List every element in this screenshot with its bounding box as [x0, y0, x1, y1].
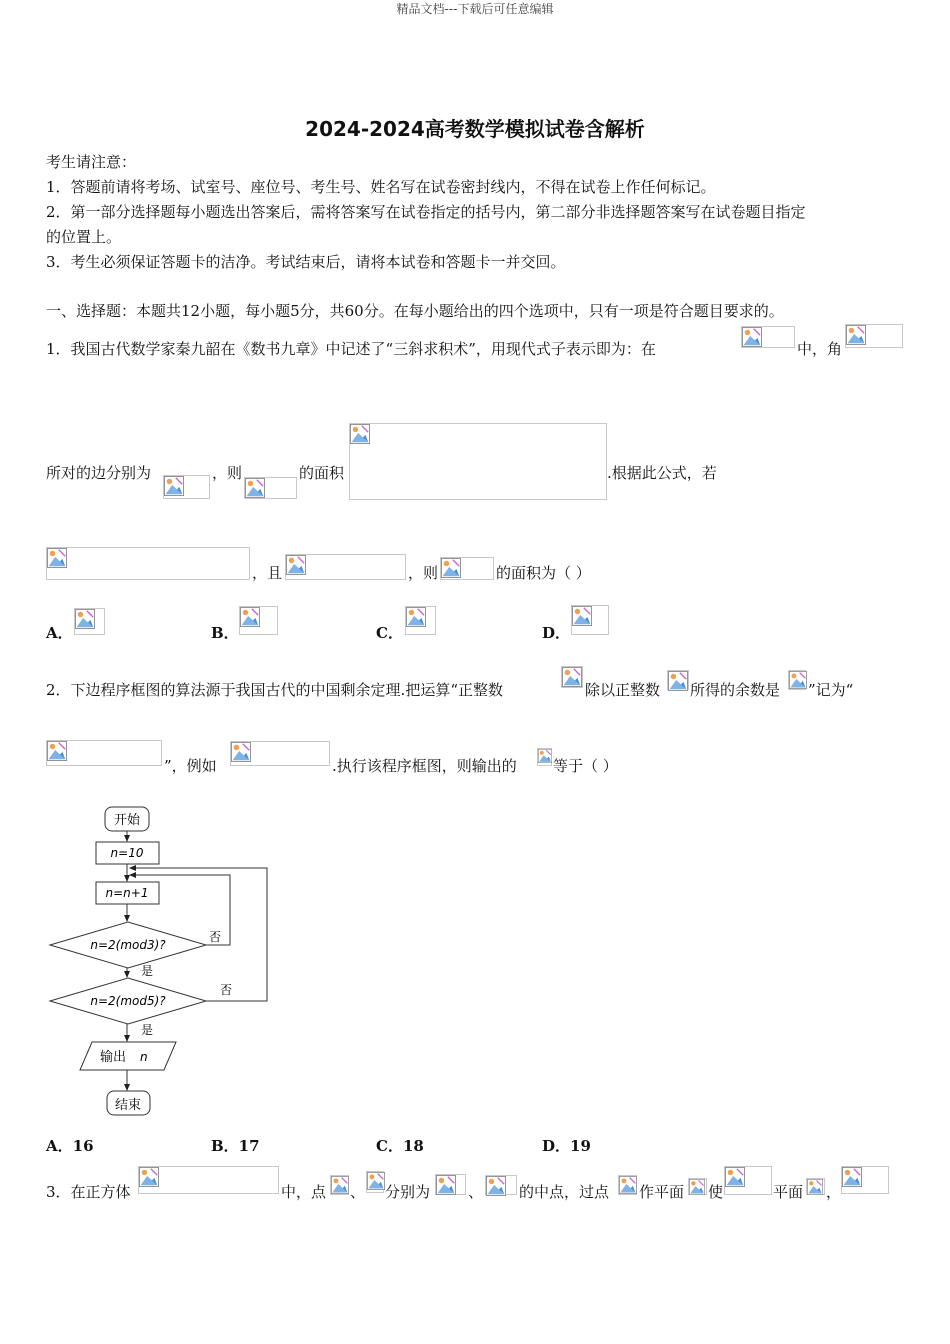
formula-image [46, 740, 162, 766]
q1-text-7: ，且 [252, 564, 283, 582]
output-label: 输出 [100, 1050, 127, 1065]
page-header: 精品文档---下载后可任意编辑 [396, 2, 554, 16]
broken-image-icon [406, 607, 426, 627]
option-image [239, 606, 278, 635]
q2-option-a: A．16 [46, 1137, 94, 1155]
q2-option-b: B．17 [211, 1137, 260, 1155]
q1-option-c: C． [376, 624, 403, 642]
section-heading: 一、选择题：本题共12小题，每小题5分，共60分。在每小题给出的四个选项中，只有一项是符合题目要求的。 [46, 302, 784, 320]
broken-image-icon [245, 478, 265, 498]
q2-text-4: ”记为“ [808, 681, 854, 699]
q1-option-b: B． [211, 624, 239, 642]
broken-image-icon [286, 555, 306, 575]
q1-text-2: 中，角 [797, 340, 843, 358]
formula-image [561, 666, 583, 688]
notice-item-3: 3．考生必须保证答题卡的洁净。考试结束后，请将本试卷和答题卡一并交回。 [46, 253, 566, 271]
end-label: 结束 [114, 1098, 142, 1113]
formula-image [366, 1171, 384, 1193]
q3-text-2: 中，点 [281, 1183, 327, 1201]
broken-image-icon [538, 749, 552, 763]
formula-image [741, 326, 795, 348]
q3-text-3: 、 [350, 1183, 366, 1201]
broken-image-icon [807, 1179, 823, 1195]
formula-image [435, 1174, 466, 1195]
q3-text-1: 3．在正方体 [46, 1183, 131, 1201]
broken-image-icon [139, 1167, 159, 1187]
notice-item-1: 1．答题前请将考场、试室号、座位号、考生号、姓名写在试卷密封线内，不得在试卷上作任何标记。 [46, 178, 716, 196]
no-label-2: 否 [220, 983, 233, 997]
q3-text-9: 平面 [773, 1183, 804, 1201]
yes-label-1: 是 [141, 964, 154, 978]
formula-image [163, 475, 210, 499]
output-box [80, 1042, 176, 1070]
broken-image-icon [47, 741, 67, 761]
option-image [571, 605, 609, 635]
option-image [405, 606, 436, 635]
formula-image [440, 557, 494, 580]
formula-image [841, 1166, 889, 1194]
broken-image-icon [441, 558, 461, 578]
broken-image-icon [436, 1175, 456, 1195]
broken-image-icon [789, 671, 807, 689]
program-flowchart [40, 800, 280, 1122]
q1-text-9: 的面积为（ ） [496, 564, 591, 582]
q1-text-5: 的面积 [299, 464, 345, 482]
broken-image-icon [350, 424, 370, 444]
area-formula-image [349, 423, 607, 500]
q1-text-3: 所对的边分别为 [46, 464, 152, 482]
q2-option-d: D．19 [542, 1137, 591, 1155]
broken-image-icon [164, 476, 184, 496]
q2-option-c: C．18 [376, 1137, 424, 1155]
condition-mod3-label: n=2(mod3)? [90, 938, 166, 952]
broken-image-icon [668, 671, 688, 691]
q1-text-6: .根据此公式，若 [607, 464, 717, 482]
q1-text-4: ，则 [212, 464, 243, 482]
formula-image [230, 741, 330, 766]
broken-image-icon [486, 1176, 506, 1196]
formula-image [845, 324, 903, 348]
q1-text-1: 1．我国古代数学家秦九韶在《数书九章》中记述了“三斜求积术”，用现代式子表示即为：在 [46, 340, 656, 358]
q2-text-3: 所得的余数是 [690, 681, 781, 699]
q2-text-1: 2．下边程序框图的算法源于我国古代的中国剩余定理.把运算“正整数 [46, 681, 503, 699]
q3-text-4: 分别为 [385, 1183, 431, 1201]
broken-image-icon [331, 1176, 349, 1194]
formula-image [244, 477, 297, 499]
formula-image [667, 670, 689, 690]
broken-image-icon [725, 1167, 745, 1187]
q3-text-5: 、 [468, 1183, 484, 1201]
formula-image [330, 1175, 349, 1195]
formula-image [806, 1178, 825, 1195]
formula-image [46, 547, 250, 580]
q3-text-6: 的中点，过点 [519, 1183, 610, 1201]
notice-item-2a: 2．第一部分选择题每小题选出答案后，需将答案写在试卷指定的括号内，第二部分非选择题答案写在试卷题目指定 [46, 203, 806, 221]
notice-item-2b: 的位置上。 [46, 228, 122, 246]
broken-image-icon [846, 325, 866, 345]
broken-image-icon [572, 606, 592, 626]
yes-label-2: 是 [141, 1023, 154, 1037]
q2-text-2: 除以正整数 [585, 681, 661, 699]
broken-image-icon [75, 609, 95, 629]
broken-image-icon [367, 1172, 385, 1190]
formula-image [485, 1175, 517, 1195]
formula-image [688, 1178, 707, 1195]
q3-text-10: ， [826, 1183, 842, 1201]
q2-text-5: ”，例如 [164, 757, 217, 775]
q3-text-7: 作平面 [639, 1183, 685, 1201]
q2-text-7: 等于（ ） [553, 757, 618, 775]
broken-image-icon [47, 548, 67, 568]
broken-image-icon [742, 327, 762, 347]
broken-image-icon [240, 607, 260, 627]
formula-image [285, 554, 406, 580]
formula-image [724, 1166, 772, 1195]
formula-image [537, 748, 552, 766]
condition-mod5-label: n=2(mod5)? [90, 994, 166, 1008]
no-label-1: 否 [209, 930, 222, 944]
q1-option-a: A． [46, 624, 73, 642]
init-label: n=10 [110, 846, 144, 860]
formula-image [618, 1175, 637, 1195]
start-label: 开始 [113, 813, 141, 828]
option-image [74, 608, 105, 635]
broken-image-icon [689, 1179, 705, 1195]
formula-image [138, 1166, 279, 1194]
q1-option-d: D． [542, 624, 571, 642]
notice-heading: 考生请注意： [46, 153, 137, 171]
q1-text-8: ，则 [408, 564, 439, 582]
formula-image [788, 670, 806, 690]
broken-image-icon [562, 667, 582, 687]
q3-text-8: 使 [708, 1183, 724, 1201]
q2-text-6: .执行该程序框图，则输出的 [332, 757, 517, 775]
broken-image-icon [619, 1176, 637, 1194]
broken-image-icon [842, 1167, 862, 1187]
page-title: 2024-2024高考数学模拟试卷含解析 [305, 117, 645, 141]
increment-label: n=n+1 [105, 886, 149, 900]
broken-image-icon [231, 742, 251, 762]
output-var: n [140, 1050, 148, 1064]
